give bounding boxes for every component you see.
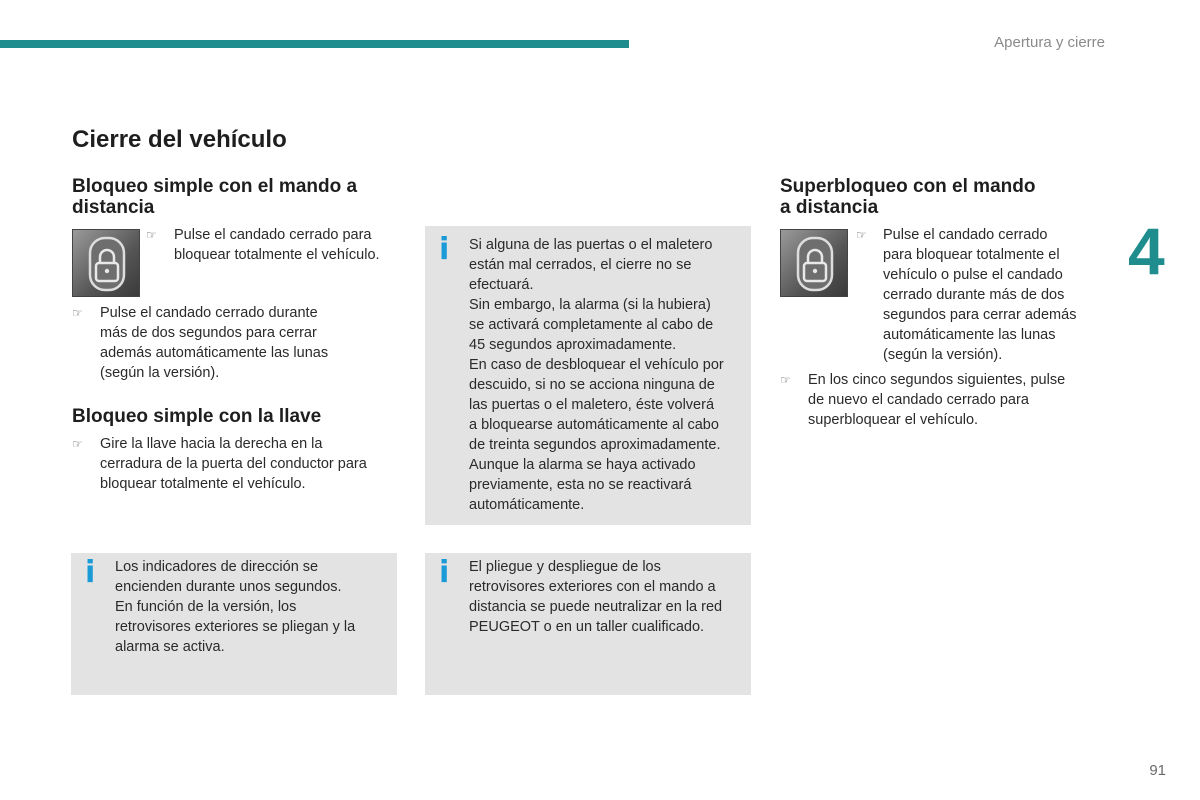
text-line: para bloquear totalmente el <box>883 247 1060 263</box>
text-line: automáticamente las lunas <box>883 327 1056 343</box>
text-line: Pulse el candado cerrado para <box>174 227 372 243</box>
text-line: En función de la versión, los <box>115 599 297 615</box>
page-number: 91 <box>1149 762 1166 779</box>
page-title: Cierre del vehículo <box>72 126 287 153</box>
text-line: a bloquearse automáticamente al cabo <box>469 417 719 433</box>
chapter-number: 4 <box>1128 214 1165 288</box>
text-line: de treinta segundos aproximadamente. <box>469 437 721 453</box>
bullet-icon: ☞ <box>72 306 83 320</box>
remote-lock-step-2 <box>100 303 328 383</box>
section-title: Apertura y cierre <box>994 34 1105 51</box>
text-line: retrovisores exteriores con el mando a <box>469 579 716 595</box>
text-line: El pliegue y despliegue de los <box>469 559 661 575</box>
info-text <box>115 557 355 657</box>
text-line: Pulse el candado cerrado durante <box>100 305 318 321</box>
text-line: superbloquear el vehículo. <box>808 412 979 428</box>
text-line: además automáticamente las lunas <box>100 345 329 361</box>
text-line: distancia se puede neutralizar en la red <box>469 599 723 615</box>
info-box-mirrors <box>425 553 751 695</box>
bullet-icon: ☞ <box>146 228 157 242</box>
text-line: Si alguna de las puertas o el maletero <box>469 237 713 253</box>
info-text <box>469 235 724 515</box>
text-line: retrovisores exteriores se pliegan y la <box>115 619 356 635</box>
heading-line: Bloqueo simple con el mando a <box>72 176 358 197</box>
text-line: 45 segundos aproximadamente. <box>469 337 677 353</box>
text-line: automáticamente. <box>469 497 585 513</box>
text-line: Los indicadores de dirección se <box>115 559 319 575</box>
remote-lock-button-image <box>72 229 140 297</box>
text-line: En los cinco segundos siguientes, pulse <box>808 372 1066 388</box>
text-line: vehículo o pulse el candado <box>883 267 1063 283</box>
text-line: las puertas o el maletero, éste volverá <box>469 397 715 413</box>
bullet-icon: ☞ <box>72 437 83 451</box>
text-line: (según la versión). <box>883 347 1003 363</box>
info-box-indicators <box>71 553 397 695</box>
text-line: más de dos segundos para cerrar <box>100 325 317 341</box>
heading-remote-lock <box>72 176 357 218</box>
text-line: efectuará. <box>469 277 534 293</box>
info-icon: i <box>439 555 450 590</box>
text-line: Sin embargo, la alarma (si la hubiera) <box>469 297 711 313</box>
text-line: alarma se activa. <box>115 639 225 655</box>
text-line: encienden durante unos segundos. <box>115 579 342 595</box>
heading-line: distancia <box>72 197 155 218</box>
text-line: Aunque la alarma se haya activado <box>469 457 696 473</box>
heading-key-lock: Bloqueo simple con la llave <box>72 406 322 427</box>
text-line: (según la versión). <box>100 365 220 381</box>
padlock-icon <box>73 230 141 298</box>
text-line: Pulse el candado cerrado <box>883 227 1048 243</box>
bullet-icon: ☞ <box>856 228 867 242</box>
text-line: están mal cerrados, el cierre no se <box>469 257 692 273</box>
heading-line: Superbloqueo con el mando <box>780 176 1036 197</box>
text-line: PEUGEOT o en un taller cualificado. <box>469 619 705 635</box>
remote-lock-step-1 <box>174 225 380 265</box>
text-line: bloquear totalmente el vehículo. <box>100 476 306 492</box>
text-line: previamente, esta no se reactivará <box>469 477 692 493</box>
heading-deadlock <box>780 176 1035 218</box>
text-line: cerradura de la puerta del conductor para <box>100 456 367 472</box>
text-line: descuido, si no se acciona ninguna de <box>469 377 715 393</box>
heading-line: a distancia <box>780 197 879 218</box>
info-text <box>469 557 722 637</box>
text-line: se activará completamente al cabo de <box>469 317 714 333</box>
text-line: de nuevo el candado cerrado para <box>808 392 1029 408</box>
info-box-doors <box>425 226 751 525</box>
text-line: cerrado durante más de dos <box>883 287 1065 303</box>
info-icon: i <box>85 555 96 590</box>
info-icon: i <box>439 232 450 267</box>
padlock-icon <box>781 230 849 298</box>
bullet-icon: ☞ <box>780 373 791 387</box>
deadlock-step-1 <box>883 225 1076 365</box>
header-accent-bar <box>0 40 629 48</box>
deadlock-step-2 <box>808 370 1065 430</box>
text-line: bloquear totalmente el vehículo. <box>174 247 380 263</box>
text-line: Gire la llave hacia la derecha en la <box>100 436 323 452</box>
text-line: segundos para cerrar además <box>883 307 1077 323</box>
text-line: En caso de desbloquear el vehículo por <box>469 357 724 373</box>
remote-lock-button-image <box>780 229 848 297</box>
key-lock-step-1 <box>100 434 367 494</box>
